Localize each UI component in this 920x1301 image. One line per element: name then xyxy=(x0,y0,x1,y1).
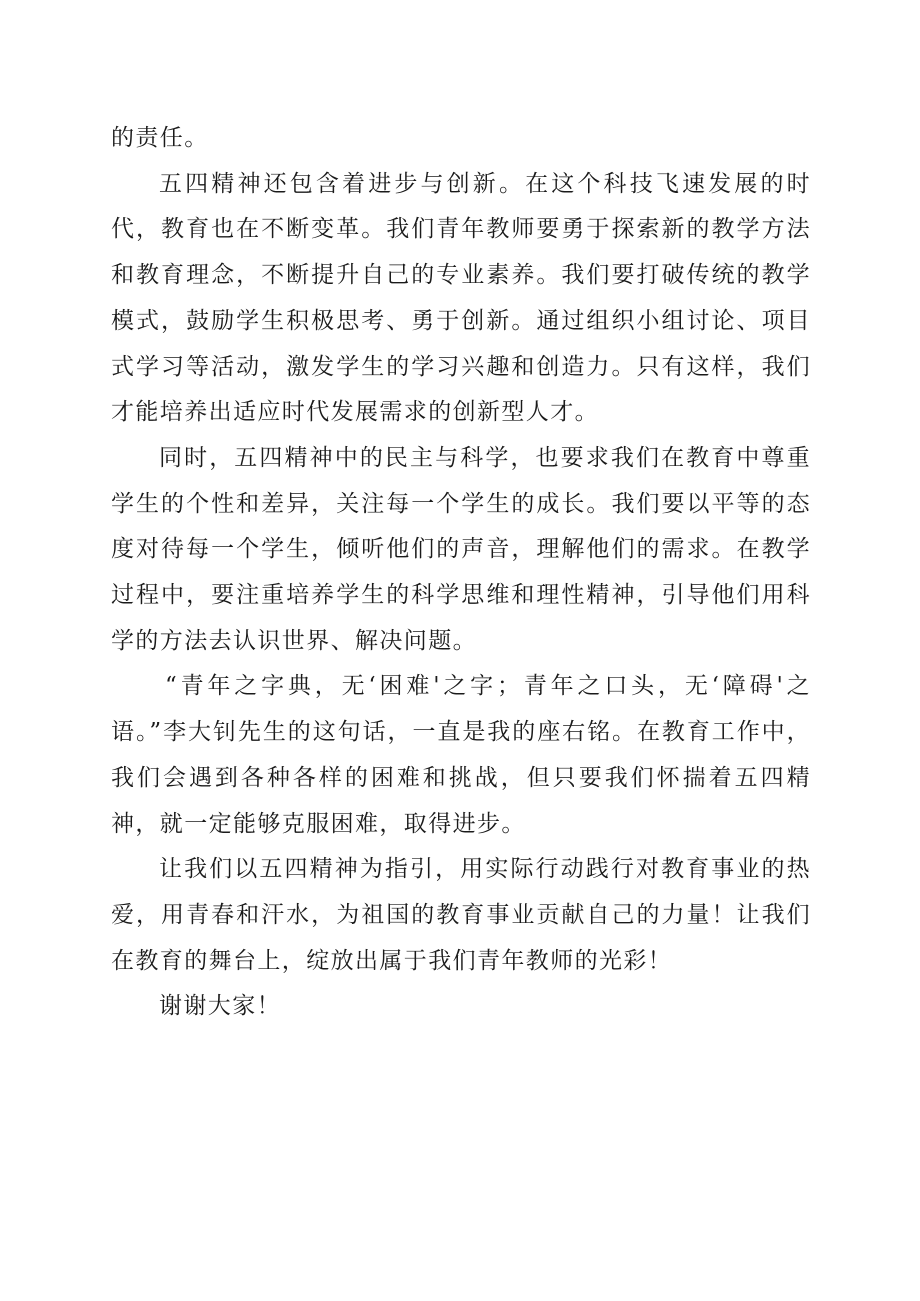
paragraph-li-dazhao-quote: “青年之字典，无‘困难'之字；青年之口头，无‘障碍'之语。”李大钊先生的这句话，一直是我的座右铭。在教育工作中，我们会遇到各种各样的困难和挑战，但只要我们怀揣着五四精神，就一定能够克服困难，取得进步。 xyxy=(111,673,811,837)
paragraph-continuation: 的责任。 xyxy=(111,125,209,151)
paragraph-progress-innovation: 五四精神还包含着进步与创新。在这个科技飞速发展的时代，教育也在不断变革。我们青年教师要勇于探索新的教学方法和教育理念，不断提升自己的专业素养。我们要打破传统的教学模式，鼓励学生积极思考、勇于创新。通过组织小组讨论、项目式学习等活动，激发学生的学习兴趣和创造力。只有这样，我们才能培养出适应时代发展需求的创新型人才。 xyxy=(111,170,811,426)
paragraph-closing-thanks: 谢谢大家！ xyxy=(159,993,281,1020)
paragraph-call-to-action: 让我们以五四精神为指引，用实际行动践行对教育事业的热爱，用青春和汗水，为祖国的教育事业贡献自己的力量！让我们在教育的舞台上，绽放出属于我们青年教师的光彩！ xyxy=(111,856,811,974)
paragraph-democracy-science: 同时，五四精神中的民主与科学，也要求我们在教育中尊重学生的个性和差异，关注每一个学生的成长。我们要以平等的态度对待每一个学生，倾听他们的声音，理解他们的需求。在教学过程中，要注重培养学生的科学思维和理性精神，引导他们用科学的方法去认识世界、解决问题。 xyxy=(111,444,811,654)
document-body xyxy=(111,116,811,1030)
